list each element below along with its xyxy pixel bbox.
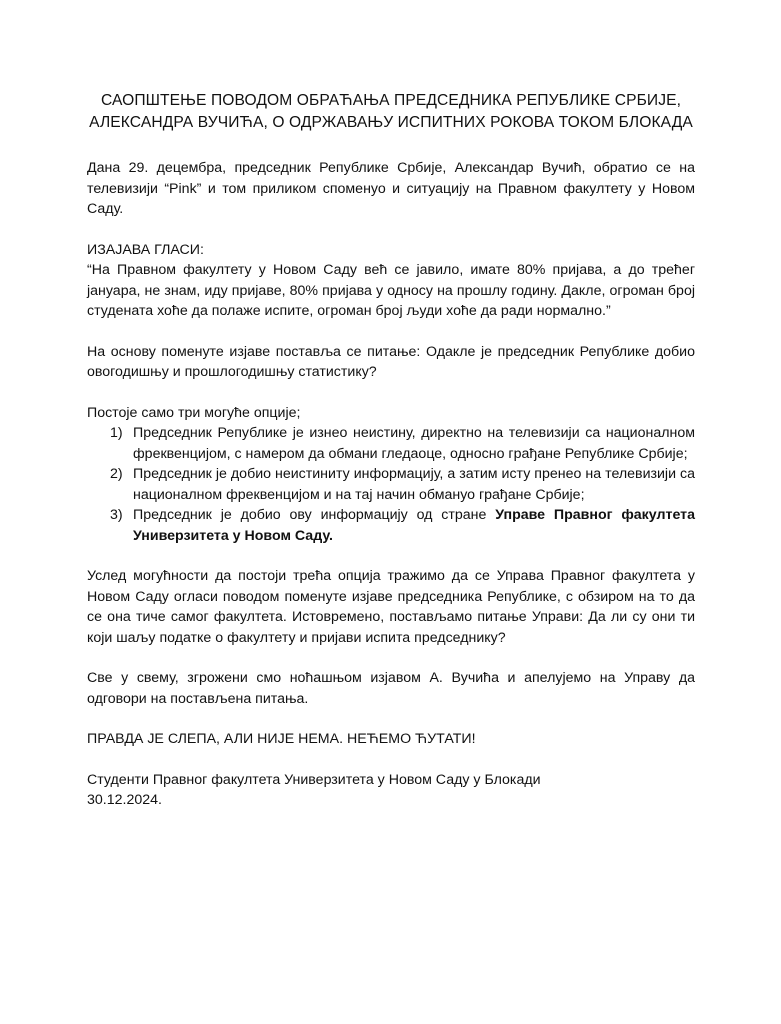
list-item-number: 1) [110, 425, 123, 441]
demand-paragraph: Услед могућности да постоји трећа опција тражимо да се Управа Правног факултета у Новом Саду огласи поводом поменуте изјаве председника Републике, с обзиром на то да се она тиче самог факултета. Истовремено, постављамо питање Управи: Да ли су они ти који шаљу податке о факултету и пријави испита председнику? [87, 568, 695, 646]
title-line-1: САОПШТЕЊЕ ПОВОДОМ ОБРАЋАЊА ПРЕДСЕДНИКА РЕПУБЛИКЕ СРБИЈЕ, [100, 92, 682, 109]
list-item-text: Председник је добио неистиниту информацију, а затим исту пренео на телевизији са националном фреквенцијом и на тај начин обмануо грађане Србије; [133, 466, 695, 503]
list-item [87, 505, 695, 546]
list-item-bold-text: Управе Правног факултета Универзитета у Новом Саду. [133, 507, 695, 544]
list-item-text: Председник је добио ову информацију од стране [133, 507, 496, 523]
list-item-text: Председник Републике је изнео неистину, директно на телевизији са националном фреквенцијом, с намером да обмани гледаоце, односно грађане Републике Србије; [133, 425, 695, 462]
list-item-number: 2) [110, 466, 123, 482]
appeal-paragraph: Све у свему, згрожени смо ноћашњом изјавом А. Вучића и апелујемо на Управу да одговори на постављена питања. [87, 670, 695, 707]
title-line-2: АЛЕКСАНДРА ВУЧИЋА, О ОДРЖАВАЊУ ИСПИТНИХ РОКОВА ТОКОМ БЛОКАДА [89, 114, 693, 131]
quote-label: ИЗАЈАВА ГЛАСИ: [87, 241, 204, 258]
quote-paragraph: “На Правном факултету у Новом Саду већ се јавило, имате 80% пријава, а до трећег јануара, не знам, иду пријаве, 80% пријава у односу на прошлу годину. Дакле, огроман број студената хоће да полаже испите, огроман број људи хоће да ради нормално.” [87, 262, 695, 319]
options-list [87, 423, 695, 546]
intro-paragraph: Дана 29. децембра, председник Републике Србије, Александар Вучић, обратио се на телевизији “Pink” и том приликом споменуо и ситуацију на Правном факултету у Новом Саду. [87, 160, 695, 217]
slogan: ПРАВДА ЈЕ СЛЕПА, АЛИ НИЈЕ НЕМА. НЕЋЕМО ЋУТАТИ! [87, 731, 476, 747]
document-page [87, 90, 695, 811]
list-item [87, 464, 695, 505]
signature: Студенти Правног факултета Универзитета у Новом Саду у Блокади [87, 771, 541, 788]
list-item [87, 423, 695, 464]
list-item-number: 3) [110, 507, 123, 523]
question-paragraph: На основу поменуте изјаве поставља се питање: Одакле је председник Републике добио овогодишњу и прошлогодишњу статистику? [87, 343, 695, 380]
date: 30.12.2024. [87, 792, 162, 808]
document-title [87, 90, 695, 134]
options-intro: Постоје само три могуће опције; [87, 404, 301, 421]
